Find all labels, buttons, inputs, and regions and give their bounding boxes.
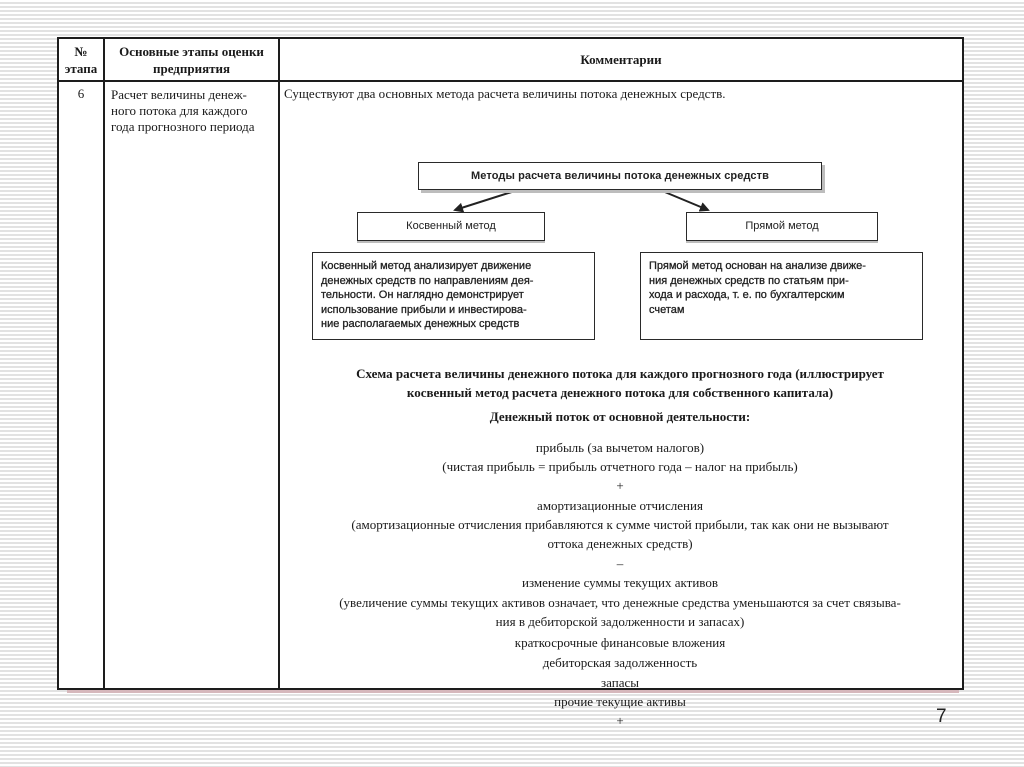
header-stage-line1: Основные этапы оценки bbox=[119, 43, 264, 59]
header-stage-number bbox=[58, 38, 104, 81]
stage-line: года прогнозного периода bbox=[111, 119, 255, 134]
scheme-line: (чистая прибыль = прибыль отчетного года – налог на прибыль) bbox=[442, 459, 798, 474]
scheme-line: прочие текущие активы bbox=[554, 694, 686, 709]
stages-table bbox=[57, 37, 964, 728]
direct-method-box: Прямой метод bbox=[686, 212, 878, 241]
header-number-line1: № bbox=[74, 43, 88, 59]
desc-line: счетам bbox=[649, 303, 685, 316]
scheme-line: амортизационные отчисления bbox=[537, 498, 703, 513]
header-stage-line2: предприятия bbox=[152, 60, 231, 76]
desc-line: Прямой метод основан на анализе движе- bbox=[649, 260, 866, 272]
desc-line: использование прибыли и инвестирова- bbox=[321, 303, 527, 316]
scheme-line: дебиторская задолженность bbox=[542, 655, 698, 670]
table-header-row bbox=[58, 38, 963, 81]
header-comments: Комментарии bbox=[279, 38, 963, 81]
methods-title-box: Методы расчета величины потока денежных средств bbox=[418, 162, 822, 190]
arrow-to-indirect bbox=[455, 190, 518, 210]
page-number: 7 bbox=[936, 706, 947, 727]
header-main-stages bbox=[104, 38, 279, 81]
scheme-line: оттока денежных средств) bbox=[547, 536, 693, 551]
direct-method-description bbox=[640, 252, 923, 340]
desc-line: хода и расхода, т. е. по бухгалтерским bbox=[649, 289, 845, 301]
indirect-method-box: Косвенный метод bbox=[357, 212, 545, 241]
indirect-method-description bbox=[312, 252, 595, 340]
scheme-line: прибыль (за вычетом налогов) bbox=[535, 440, 705, 455]
scheme-line: изменение суммы текущих активов bbox=[522, 575, 718, 590]
desc-line: тельности. Он наглядно демонстрирует bbox=[321, 289, 524, 301]
desc-line: ния денежных средств по статьям при- bbox=[649, 274, 849, 287]
scheme-operator-minus: – bbox=[616, 556, 624, 571]
scheme-line: (амортизационные отчисления прибавляются к сумме чистой прибыли, так как они не вызывают bbox=[351, 517, 889, 532]
scheme-operator-plus: + bbox=[616, 713, 624, 728]
scheme-operator-plus: + bbox=[616, 478, 624, 493]
comment-cell bbox=[279, 81, 963, 728]
arrow-to-direct bbox=[660, 190, 708, 210]
stage-name-cell bbox=[104, 81, 279, 689]
scheme-subtitle: Денежный поток от основной деятельности: bbox=[489, 409, 751, 424]
scheme-title bbox=[280, 364, 960, 402]
scheme-title-line: косвенный метод расчета денежного потока для собственного капитала) bbox=[406, 385, 834, 400]
stage-line: ного потока для каждого bbox=[111, 103, 248, 118]
comment-intro: Существуют два основных метода расчета величины потока денежных средств. bbox=[284, 86, 726, 101]
scheme-line: (увеличение суммы текущих активов означает, что денежные средства уменьшаются за счет связыва- bbox=[339, 595, 901, 610]
table-row bbox=[58, 81, 963, 689]
desc-line: Косвенный метод анализирует движение bbox=[321, 260, 532, 272]
stage-line: Расчет величины денеж- bbox=[111, 87, 247, 102]
desc-line: денежных средств по направлениям дея- bbox=[321, 274, 534, 287]
scheme-line: запасы bbox=[601, 675, 639, 690]
desc-line: ние располагаемых денежных средств bbox=[321, 318, 520, 330]
scheme-line: краткосрочные финансовые вложения bbox=[514, 635, 726, 650]
stage-number-cell: 6 bbox=[58, 81, 104, 689]
scheme-line: ния в дебиторской задолженности и запасах) bbox=[495, 614, 745, 629]
scheme-title-line: Схема расчета величины денежного потока для каждого прогнозного года (иллюстрирует bbox=[356, 366, 884, 381]
header-number-line2: этапа bbox=[64, 60, 98, 76]
